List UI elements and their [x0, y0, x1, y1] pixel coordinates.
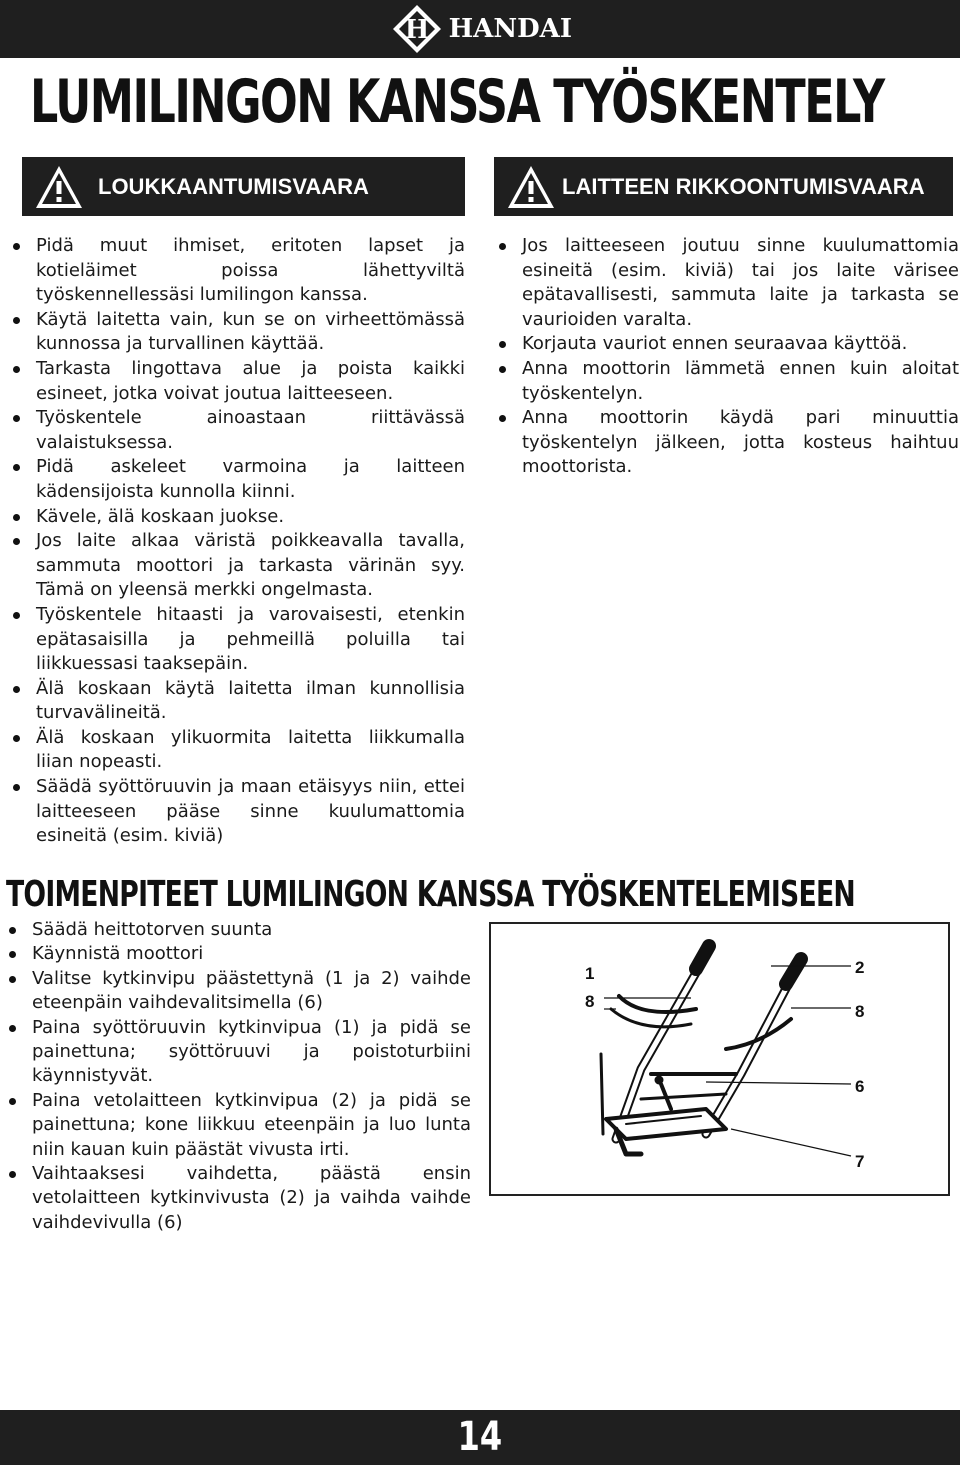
- callout-7: 7: [855, 1152, 865, 1171]
- damage-warning-header: [494, 157, 953, 216]
- callout-8-right: 8: [855, 1002, 865, 1021]
- list-item: Käytä laitetta vain, kun se on virheettömässä kunnossa ja turvallinen käyttää.: [10, 308, 465, 357]
- callout-2: 2: [855, 958, 865, 977]
- injury-warning-list: [10, 234, 465, 849]
- damage-warning-title: LAITTEEN RIKKOONTUMISVAARA: [562, 173, 925, 199]
- logo-letter: H: [404, 15, 429, 45]
- list-item: Säädä syöttöruuvin ja maan etäisyys niin, ettei laitteeseen pääse sinne kuulumattomia esineitä (esim. kiviä): [10, 775, 465, 849]
- injury-warning-header: [22, 157, 465, 216]
- list-item: Työskentele hitaasti ja varovaisesti, etenkin epätasaisilla ja pehmeillä poluilla tai liikkuessasi taaksepäin.: [10, 603, 465, 677]
- list-item: Anna moottorin lämmetä ennen kuin aloitat työskentelyn.: [496, 357, 959, 406]
- list-item: Paina vetolaitteen kytkinvipua (2) ja pidä se painettuna; kone liikkuu eteenpäin ja luo lunta niin kauan kuin päästät vivusta irti.: [6, 1089, 471, 1162]
- brand-name: HANDAI: [448, 14, 572, 44]
- callout-6: 6: [855, 1077, 865, 1096]
- callout-1: 1: [585, 964, 595, 983]
- list-item: Valitse kytkinvipu päästettynä (1 ja 2) vaihde eteenpäin vaihdevalitsimella (6): [6, 967, 471, 1016]
- page-number-text: 14: [457, 1414, 503, 1460]
- list-item: Korjauta vauriot ennen seuraavaa käyttöä.: [496, 332, 959, 357]
- callout-8-left: 8: [585, 992, 595, 1011]
- page-title: LUMILINGON KANSSA TYÖSKENTELY: [30, 67, 884, 137]
- brand-logo: [391, 3, 572, 55]
- list-item: Jos laitteeseen joutuu sinne kuulumattomia esineitä (esim. kiviä) tai jos laite värisee epätavallisesti, sammuta laite ja tarkasta se vaurioiden varalta.: [496, 234, 959, 332]
- list-item: Älä koskaan ylikuormita laitetta liikkumalla liian nopeasti.: [10, 726, 465, 775]
- list-item: Vaihtaaksesi vaihdetta, päästä ensin vetolaitteen kytkinvivusta (2) ja vaihda vaihde vaihdevivulla (6): [6, 1162, 471, 1235]
- list-item: Käynnistä moottori: [6, 942, 471, 966]
- list-item: Säädä heittotorven suunta: [6, 918, 471, 942]
- injury-warning-title: LOUKKAANTUMISVAARA: [98, 173, 369, 199]
- list-item: Älä koskaan käytä laitetta ilman kunnollisia turvavälineitä.: [10, 677, 465, 726]
- list-item: Pidä askeleet varmoina ja laitteen kädensijoista kunnolla kiinni.: [10, 455, 465, 504]
- list-item: Anna moottorin käydä pari minuuttia työskentelyn jälkeen, jotta kosteus haihtuu moottorista.: [496, 406, 959, 480]
- list-item: Paina syöttöruuvin kytkinvipua (1) ja pidä se painettuna; syöttöruuvi ja poistoturbiini käynnistyvät.: [6, 1016, 471, 1089]
- handle-controls-diagram: [489, 922, 950, 1196]
- list-item: Kävele, älä koskaan juokse.: [10, 505, 465, 530]
- warning-triangle-icon: [34, 164, 84, 210]
- warning-triangle-icon: [506, 164, 556, 210]
- procedure-title: TOIMENPITEET LUMILINGON KANSSA TYÖSKENTELEMISEEN: [6, 874, 855, 915]
- list-item: Pidä muut ihmiset, eritoten lapset ja kotieläimet poissa lähettyviltä työskennellessäsi lumilingon kanssa.: [10, 234, 465, 308]
- list-item: Tarkasta lingottava alue ja poista kaikki esineet, jotka voivat joutua laitteeseen.: [10, 357, 465, 406]
- handai-logo-icon: [391, 3, 443, 55]
- page-number: [0, 1414, 960, 1460]
- damage-warning-list: [496, 234, 959, 480]
- header-bar: [0, 0, 960, 58]
- snowblower-handle-illustration: [491, 924, 948, 1194]
- list-item: Työskentele ainoastaan riittävässä valaistuksessa.: [10, 406, 465, 455]
- list-item: Jos laite alkaa väristä poikkeavalla tavalla, sammuta moottori ja tarkasta värinän syy. Tämä on yleensä merkki ongelmasta.: [10, 529, 465, 603]
- procedure-list: [6, 918, 471, 1235]
